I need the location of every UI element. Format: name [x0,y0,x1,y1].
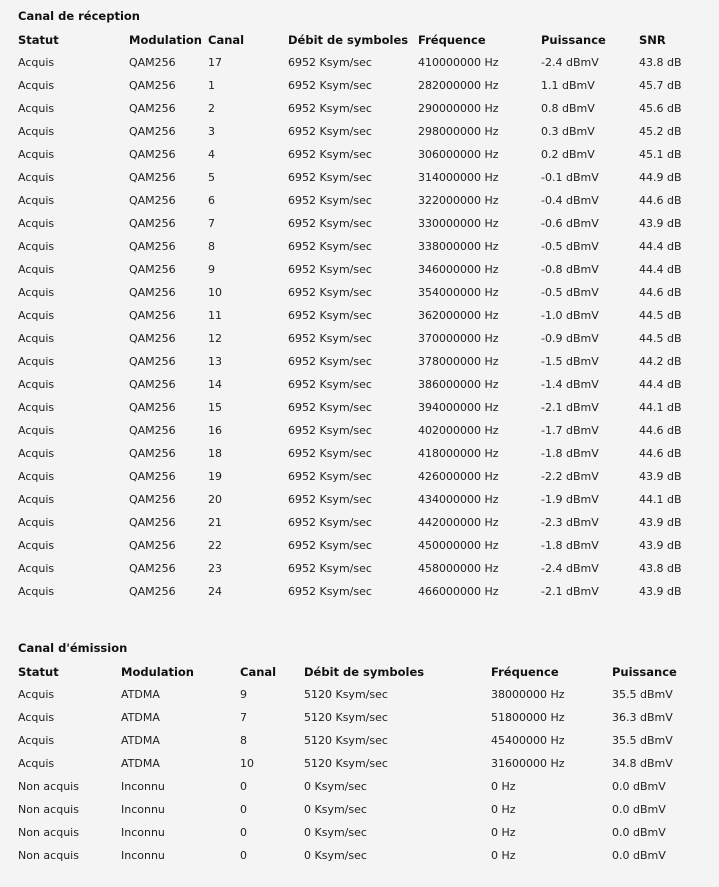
upstream-cell: 7 [240,711,247,724]
downstream-cell: Acquis [18,447,55,460]
downstream-cell: 43.8 dB [639,56,682,69]
downstream-cell: 12 [208,332,222,345]
upstream-cell: 45400000 Hz [491,734,565,747]
downstream-cell: 1 [208,79,215,92]
upstream-cell: 0 Ksym/sec [304,780,367,793]
upstream-table-row [12,798,696,821]
downstream-cell: 45.6 dB [639,102,682,115]
downstream-cell: 434000000 Hz [418,493,499,506]
downstream-column-header: Fréquence [418,32,486,47]
downstream-cell: 4 [208,148,215,161]
downstream-cell: -1.4 dBmV [541,378,599,391]
downstream-cell: 7 [208,217,215,230]
downstream-cell: 6952 Ksym/sec [288,470,372,483]
downstream-table [12,28,703,603]
upstream-column-header: Débit de symboles [304,664,425,679]
upstream-cell: 0 [240,849,247,862]
downstream-cell: QAM256 [129,286,176,299]
downstream-cell: 426000000 Hz [418,470,499,483]
downstream-table-row [12,442,703,465]
downstream-cell: -0.8 dBmV [541,263,599,276]
downstream-cell: 44.6 dB [639,194,682,207]
downstream-cell: QAM256 [129,217,176,230]
upstream-table-row [12,729,696,752]
downstream-cell: 9 [208,263,215,276]
downstream-table-row [12,189,703,212]
downstream-cell: -1.5 dBmV [541,355,599,368]
downstream-table-row [12,120,703,143]
downstream-cell: Acquis [18,516,55,529]
downstream-table-row [12,327,703,350]
upstream-cell: 5120 Ksym/sec [304,688,388,701]
upstream-cell: Non acquis [18,803,79,816]
downstream-cell: 0.8 dBmV [541,102,595,115]
upstream-cell: 31600000 Hz [491,757,565,770]
downstream-cell: 44.4 dB [639,240,682,253]
upstream-cell: 0 [240,826,247,839]
downstream-cell: Acquis [18,424,55,437]
downstream-column-header: Puissance [541,32,606,47]
downstream-cell: Acquis [18,171,55,184]
downstream-cell: QAM256 [129,148,176,161]
downstream-cell: Acquis [18,125,55,138]
downstream-cell: QAM256 [129,447,176,460]
downstream-cell: 0.2 dBmV [541,148,595,161]
downstream-cell: QAM256 [129,539,176,552]
downstream-cell: 44.2 dB [639,355,682,368]
downstream-cell: QAM256 [129,125,176,138]
downstream-cell: 466000000 Hz [418,585,499,598]
downstream-column-header: Modulation [129,32,202,47]
downstream-cell: 0.3 dBmV [541,125,595,138]
downstream-cell: 6952 Ksym/sec [288,378,372,391]
downstream-cell: 6952 Ksym/sec [288,79,372,92]
upstream-column-header: Modulation [121,664,194,679]
upstream-cell: Acquis [18,757,55,770]
downstream-cell: 2 [208,102,215,115]
upstream-cell: 5120 Ksym/sec [304,757,388,770]
downstream-cell: 6952 Ksym/sec [288,56,372,69]
downstream-cell: 6952 Ksym/sec [288,447,372,460]
downstream-cell: -0.5 dBmV [541,286,599,299]
upstream-cell: 36.3 dBmV [612,711,673,724]
downstream-table-row [12,281,703,304]
downstream-cell: QAM256 [129,309,176,322]
upstream-cell: Acquis [18,688,55,701]
upstream-table [12,660,696,867]
downstream-cell: 450000000 Hz [418,539,499,552]
downstream-cell: -2.2 dBmV [541,470,599,483]
downstream-cell: 43.9 dB [639,470,682,483]
downstream-column-header: Statut [18,32,59,47]
upstream-cell: Inconnu [121,780,165,793]
downstream-cell: 6952 Ksym/sec [288,355,372,368]
downstream-cell: QAM256 [129,332,176,345]
downstream-cell: Acquis [18,194,55,207]
downstream-cell: Acquis [18,217,55,230]
downstream-cell: 282000000 Hz [418,79,499,92]
upstream-cell: ATDMA [121,734,160,747]
downstream-cell: 43.9 dB [639,585,682,598]
downstream-cell: QAM256 [129,171,176,184]
upstream-cell: 0 Hz [491,803,516,816]
downstream-cell: 6952 Ksym/sec [288,171,372,184]
upstream-cell: Acquis [18,734,55,747]
downstream-cell: 330000000 Hz [418,217,499,230]
downstream-cell: 8 [208,240,215,253]
downstream-cell: 6952 Ksym/sec [288,539,372,552]
downstream-table-row [12,557,703,580]
downstream-cell: Acquis [18,470,55,483]
upstream-cell: 0.0 dBmV [612,849,666,862]
downstream-cell: 44.5 dB [639,309,682,322]
downstream-cell: 6952 Ksym/sec [288,263,372,276]
upstream-column-header: Fréquence [491,664,559,679]
downstream-cell: 6952 Ksym/sec [288,148,372,161]
downstream-cell: 6952 Ksym/sec [288,585,372,598]
downstream-cell: -1.8 dBmV [541,447,599,460]
downstream-table-row [12,258,703,281]
downstream-cell: Acquis [18,240,55,253]
downstream-header-row [12,28,703,51]
upstream-cell: 5120 Ksym/sec [304,734,388,747]
downstream-cell: 6952 Ksym/sec [288,309,372,322]
upstream-table-row [12,775,696,798]
downstream-cell: QAM256 [129,263,176,276]
downstream-cell: 44.5 dB [639,332,682,345]
upstream-cell: 10 [240,757,254,770]
downstream-cell: -2.3 dBmV [541,516,599,529]
downstream-cell: Acquis [18,286,55,299]
downstream-cell: 6952 Ksym/sec [288,102,372,115]
upstream-cell: 35.5 dBmV [612,734,673,747]
downstream-cell: 6952 Ksym/sec [288,562,372,575]
downstream-cell: 6952 Ksym/sec [288,125,372,138]
downstream-cell: 6 [208,194,215,207]
upstream-header-row [12,660,696,683]
downstream-cell: 17 [208,56,222,69]
downstream-cell: QAM256 [129,424,176,437]
downstream-cell: 402000000 Hz [418,424,499,437]
downstream-cell: Acquis [18,148,55,161]
downstream-cell: 3 [208,125,215,138]
upstream-title: Canal d'émission [18,641,128,655]
downstream-table-row [12,465,703,488]
downstream-cell: -0.6 dBmV [541,217,599,230]
upstream-cell: 0.0 dBmV [612,826,666,839]
upstream-cell: 0 Hz [491,826,516,839]
upstream-cell: 34.8 dBmV [612,757,673,770]
downstream-cell: 43.9 dB [639,539,682,552]
downstream-cell: 346000000 Hz [418,263,499,276]
downstream-cell: 23 [208,562,222,575]
downstream-cell: 43.9 dB [639,516,682,529]
upstream-cell: 35.5 dBmV [612,688,673,701]
downstream-cell: 44.1 dB [639,401,682,414]
downstream-cell: 6952 Ksym/sec [288,240,372,253]
upstream-table-row [12,706,696,729]
downstream-cell: 44.1 dB [639,493,682,506]
downstream-cell: Acquis [18,585,55,598]
downstream-cell: 24 [208,585,222,598]
upstream-cell: 9 [240,688,247,701]
upstream-cell: ATDMA [121,688,160,701]
downstream-cell: 44.6 dB [639,424,682,437]
downstream-cell: 45.7 dB [639,79,682,92]
downstream-cell: 6952 Ksym/sec [288,424,372,437]
downstream-cell: 5 [208,171,215,184]
downstream-cell: 22 [208,539,222,552]
upstream-table-row [12,752,696,775]
downstream-cell: -0.1 dBmV [541,171,599,184]
downstream-cell: QAM256 [129,79,176,92]
upstream-cell: Acquis [18,711,55,724]
downstream-cell: QAM256 [129,240,176,253]
downstream-cell: -2.1 dBmV [541,401,599,414]
upstream-cell: 0 Ksym/sec [304,803,367,816]
downstream-cell: Acquis [18,332,55,345]
downstream-cell: 14 [208,378,222,391]
downstream-cell: QAM256 [129,56,176,69]
downstream-cell: 442000000 Hz [418,516,499,529]
downstream-cell: Acquis [18,401,55,414]
downstream-cell: QAM256 [129,401,176,414]
downstream-cell: 16 [208,424,222,437]
downstream-cell: QAM256 [129,194,176,207]
downstream-cell: 386000000 Hz [418,378,499,391]
downstream-cell: 6952 Ksym/sec [288,332,372,345]
downstream-cell: -2.1 dBmV [541,585,599,598]
upstream-cell: 0 Ksym/sec [304,826,367,839]
downstream-cell: 370000000 Hz [418,332,499,345]
downstream-table-row [12,235,703,258]
downstream-cell: 6952 Ksym/sec [288,217,372,230]
downstream-cell: 44.6 dB [639,447,682,460]
downstream-column-header: Débit de symboles [288,32,409,47]
downstream-cell: 44.4 dB [639,378,682,391]
upstream-cell: 0 Hz [491,780,516,793]
downstream-cell: QAM256 [129,585,176,598]
downstream-cell: -1.7 dBmV [541,424,599,437]
upstream-cell: 0.0 dBmV [612,803,666,816]
downstream-cell: 314000000 Hz [418,171,499,184]
downstream-cell: 378000000 Hz [418,355,499,368]
upstream-cell: Inconnu [121,803,165,816]
downstream-cell: 18 [208,447,222,460]
downstream-cell: 6952 Ksym/sec [288,516,372,529]
upstream-cell: 0 Hz [491,849,516,862]
downstream-cell: -2.4 dBmV [541,562,599,575]
downstream-cell: QAM256 [129,355,176,368]
upstream-table-row [12,683,696,706]
downstream-cell: 44.6 dB [639,286,682,299]
upstream-column-header: Canal [240,664,277,679]
upstream-cell: Non acquis [18,849,79,862]
downstream-cell: -2.4 dBmV [541,56,599,69]
downstream-cell: 21 [208,516,222,529]
downstream-table-row [12,51,703,74]
downstream-cell: 6952 Ksym/sec [288,401,372,414]
downstream-cell: 43.9 dB [639,217,682,230]
upstream-cell: Inconnu [121,849,165,862]
downstream-cell: Acquis [18,562,55,575]
downstream-cell: 306000000 Hz [418,148,499,161]
downstream-cell: 6952 Ksym/sec [288,286,372,299]
downstream-cell: QAM256 [129,493,176,506]
downstream-column-header: Canal [208,32,245,47]
upstream-cell: 5120 Ksym/sec [304,711,388,724]
upstream-cell: Non acquis [18,826,79,839]
downstream-cell: 43.8 dB [639,562,682,575]
downstream-cell: 13 [208,355,222,368]
downstream-cell: Acquis [18,378,55,391]
downstream-cell: -1.8 dBmV [541,539,599,552]
downstream-table-row [12,488,703,511]
downstream-cell: 290000000 Hz [418,102,499,115]
downstream-cell: 354000000 Hz [418,286,499,299]
upstream-table-row [12,844,696,867]
downstream-cell: 338000000 Hz [418,240,499,253]
downstream-cell: 6952 Ksym/sec [288,493,372,506]
downstream-cell: Acquis [18,263,55,276]
downstream-cell: -0.9 dBmV [541,332,599,345]
downstream-table-row [12,580,703,603]
upstream-cell: 0 Ksym/sec [304,849,367,862]
downstream-cell: Acquis [18,102,55,115]
downstream-table-row [12,143,703,166]
downstream-table-row [12,97,703,120]
downstream-cell: QAM256 [129,562,176,575]
downstream-cell: Acquis [18,79,55,92]
downstream-cell: 6952 Ksym/sec [288,194,372,207]
downstream-cell: Acquis [18,493,55,506]
downstream-table-row [12,304,703,327]
downstream-cell: Acquis [18,309,55,322]
downstream-cell: 45.1 dB [639,148,682,161]
downstream-cell: -1.9 dBmV [541,493,599,506]
downstream-table-row [12,534,703,557]
upstream-cell: Inconnu [121,826,165,839]
downstream-cell: 11 [208,309,222,322]
downstream-title: Canal de réception [18,9,140,23]
downstream-table-row [12,373,703,396]
downstream-cell: Acquis [18,539,55,552]
downstream-cell: -0.5 dBmV [541,240,599,253]
upstream-cell: ATDMA [121,711,160,724]
downstream-table-row [12,350,703,373]
downstream-cell: QAM256 [129,378,176,391]
upstream-cell: Non acquis [18,780,79,793]
downstream-table-row [12,396,703,419]
downstream-cell: 20 [208,493,222,506]
downstream-cell: 1.1 dBmV [541,79,595,92]
downstream-cell: 45.2 dB [639,125,682,138]
upstream-cell: 0.0 dBmV [612,780,666,793]
downstream-table-row [12,511,703,534]
downstream-cell: 44.4 dB [639,263,682,276]
downstream-cell: QAM256 [129,470,176,483]
downstream-table-row [12,419,703,442]
downstream-cell: 458000000 Hz [418,562,499,575]
downstream-cell: 298000000 Hz [418,125,499,138]
upstream-cell: 0 [240,803,247,816]
upstream-cell: 38000000 Hz [491,688,565,701]
upstream-cell: 8 [240,734,247,747]
downstream-cell: 322000000 Hz [418,194,499,207]
downstream-cell: 362000000 Hz [418,309,499,322]
downstream-cell: -0.4 dBmV [541,194,599,207]
upstream-table-row [12,821,696,844]
downstream-cell: 418000000 Hz [418,447,499,460]
downstream-cell: Acquis [18,355,55,368]
upstream-cell: 51800000 Hz [491,711,565,724]
upstream-column-header: Statut [18,664,59,679]
downstream-cell: QAM256 [129,102,176,115]
downstream-cell: 394000000 Hz [418,401,499,414]
downstream-table-row [12,74,703,97]
upstream-cell: ATDMA [121,757,160,770]
upstream-cell: 0 [240,780,247,793]
downstream-table-row [12,166,703,189]
downstream-cell: Acquis [18,56,55,69]
upstream-column-header: Puissance [612,664,677,679]
downstream-cell: QAM256 [129,516,176,529]
downstream-table-row [12,212,703,235]
downstream-cell: 15 [208,401,222,414]
downstream-cell: -1.0 dBmV [541,309,599,322]
downstream-cell: 44.9 dB [639,171,682,184]
downstream-cell: 410000000 Hz [418,56,499,69]
downstream-column-header: SNR [639,32,666,47]
downstream-cell: 19 [208,470,222,483]
downstream-cell: 10 [208,286,222,299]
